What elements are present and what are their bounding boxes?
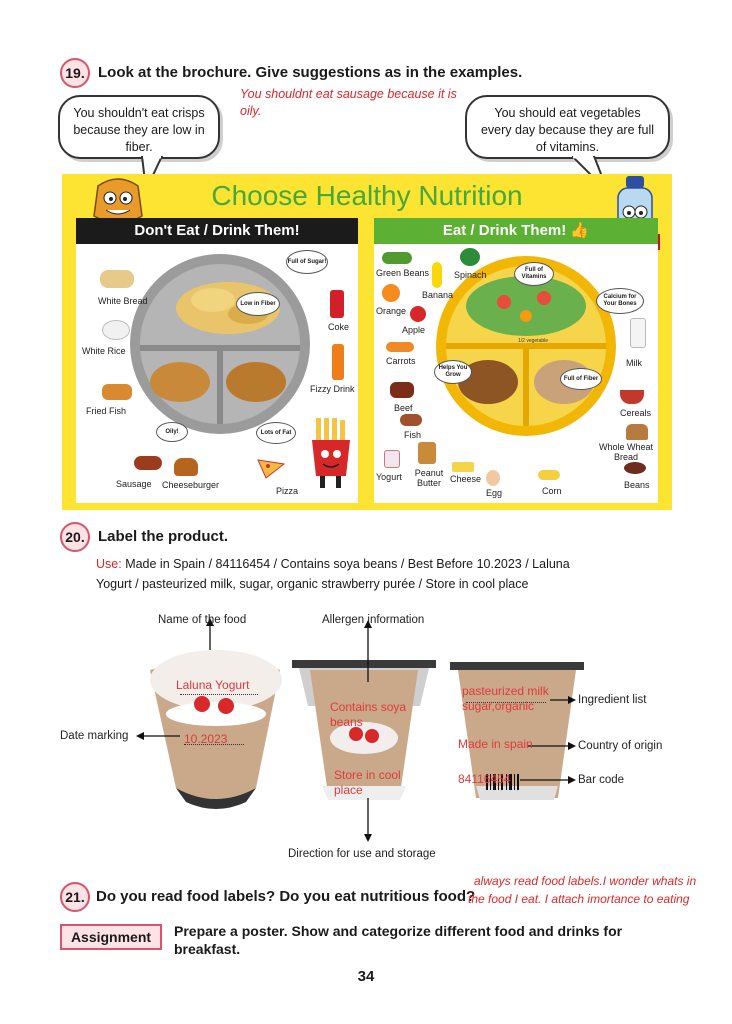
beef-icon xyxy=(390,382,414,398)
beans-icon xyxy=(624,462,646,474)
answer-storage: Store in cool place xyxy=(334,768,401,797)
cloud-calcium: Calcium for Your Bones xyxy=(596,288,644,314)
carrots-icon xyxy=(386,342,414,352)
food-label: Cheeseburger xyxy=(162,480,220,490)
food-label: Peanut Butter xyxy=(414,468,444,488)
speech-bubble-right-text: You should eat vegetables every day because they are full of vitamins. xyxy=(480,106,655,154)
fizzy-drink-bottle-icon xyxy=(332,344,344,380)
answer-21-line-1: always read food labels.I wonder whats in xyxy=(474,874,697,888)
food-label: White Bread xyxy=(98,296,148,306)
food-label: Whole Wheat Bread xyxy=(598,442,654,462)
spinach-icon xyxy=(460,248,480,266)
speech-bubble-left xyxy=(58,95,220,159)
speech-bubble-left-text: You shouldn't eat crisps because they are low in fiber. xyxy=(73,106,205,154)
apple-icon xyxy=(410,306,426,322)
use-line-2: Yogurt / pasteurized milk, sugar, organic strawberry purée / Store in cool place xyxy=(96,577,529,591)
thumbs-up-icon: 👍 xyxy=(570,222,590,239)
milk-glass-icon xyxy=(630,318,646,348)
coke-can-icon xyxy=(330,290,344,318)
food-label: Beans xyxy=(624,480,650,490)
french-fries-mascot-icon xyxy=(308,418,354,490)
food-label: Banana xyxy=(422,290,454,300)
fish-icon xyxy=(400,414,422,426)
food-label: Cereals xyxy=(620,408,652,418)
cloud-helps-you-grow: Helps You Grow xyxy=(434,360,472,384)
nutrition-brochure xyxy=(62,174,672,510)
food-label: Beef xyxy=(394,403,413,413)
answer-country: Made in spain xyxy=(458,737,533,751)
answer-21-line-2: the food I eat. I attach imortance to eating xyxy=(468,892,690,906)
food-label: Pizza xyxy=(276,486,299,496)
use-line-1 xyxy=(96,554,570,574)
question-number-21: 21. xyxy=(60,882,90,912)
answer-line xyxy=(180,694,258,695)
sausage-icon xyxy=(134,456,162,470)
corn-icon xyxy=(538,470,560,480)
green-beans-icon xyxy=(382,252,412,264)
yogurt-icon xyxy=(384,450,400,468)
egg-icon xyxy=(486,470,500,486)
white-rice-icon xyxy=(102,320,130,340)
eat-heading xyxy=(374,218,658,244)
eat-heading-text: Eat / Drink Them! xyxy=(442,222,567,239)
food-label: Corn xyxy=(542,486,562,496)
answer-barcode: 84116454 xyxy=(458,772,511,786)
assignment-text: Prepare a poster. Show and categorize different food and drinks for breakfast. xyxy=(174,923,623,957)
food-label: Fizzy Drink xyxy=(310,384,355,394)
label-date-marking: Date marking xyxy=(60,730,129,742)
label-direction-storage: Direction for use and storage xyxy=(288,848,436,860)
label-country-of-origin: Country of origin xyxy=(578,740,663,752)
eat-panel xyxy=(374,218,658,503)
page-number: 34 xyxy=(357,968,375,985)
question-title-21: Do you read food labels? Do you eat nutritious food? xyxy=(96,888,476,905)
food-label: Orange xyxy=(376,306,407,316)
answer-ingredients: pasteurized milk sugar,organic xyxy=(462,684,549,713)
label-bar-code: Bar code xyxy=(578,774,625,786)
cloud-full-of-sugar: Full of Sugar! xyxy=(286,250,328,274)
brochure-title: Choose Healthy Nutrition xyxy=(211,180,523,211)
food-label: White Rice xyxy=(82,346,126,356)
assignment-badge: Assignment xyxy=(60,924,162,950)
cheeseburger-icon xyxy=(174,458,198,476)
use-text-1: Made in Spain / 84116454 / Contains soya beans / Best Before 10.2023 / Laluna xyxy=(125,557,570,571)
cloud-low-in-fiber: Low in Fiber xyxy=(236,292,280,316)
orange-icon xyxy=(382,284,400,302)
question-number-19: 19. xyxy=(60,58,90,88)
food-label: Coke xyxy=(328,322,350,332)
answer-allergen: Contains soya beans xyxy=(330,700,407,729)
cloud-oily: Oily! xyxy=(156,422,188,442)
answer-date: 10.2023 xyxy=(184,732,228,746)
cheese-icon xyxy=(452,462,474,472)
food-label: Green Beans xyxy=(376,268,430,278)
white-bread-icon xyxy=(100,270,134,288)
cloud-lots-of-fat: Lots of Fat xyxy=(256,422,296,444)
food-label: Fish xyxy=(404,430,422,440)
peanut-butter-icon xyxy=(418,442,436,464)
label-name-of-food: Name of the food xyxy=(158,614,247,626)
cereals-icon xyxy=(620,390,644,404)
fried-fish-icon xyxy=(102,384,132,400)
label-ingredient-list: Ingredient list xyxy=(578,694,647,706)
whole-wheat-bread-icon xyxy=(626,424,648,440)
use-label: Use: xyxy=(96,557,122,571)
food-label: Fried Fish xyxy=(86,406,127,416)
pizza-icon xyxy=(256,458,286,480)
question-title-19: Look at the brochure. Give suggestions as in the examples. xyxy=(98,64,523,81)
food-label: Spinach xyxy=(454,270,487,280)
food-label: Carrots xyxy=(386,356,416,366)
label-allergen: Allergen information xyxy=(322,614,425,626)
plate-label-vegetable: 1/2 vegetable xyxy=(518,338,549,344)
dont-eat-heading: Don't Eat / Drink Them! xyxy=(76,218,358,244)
food-label: Milk xyxy=(626,358,642,368)
food-label: Egg xyxy=(486,488,503,498)
cloud-full-of-fiber: Full of Fiber xyxy=(560,368,602,390)
food-label: Apple xyxy=(402,325,426,335)
unhealthy-plate-icon xyxy=(128,252,312,436)
banana-icon xyxy=(432,262,442,288)
answer-name: Laluna Yogurt xyxy=(176,678,250,692)
speech-bubble-right xyxy=(465,95,670,159)
question-title-20: Label the product. xyxy=(98,528,229,545)
food-label: Sausage xyxy=(116,479,152,489)
question-number-20: 20. xyxy=(60,522,90,552)
dont-eat-panel xyxy=(76,218,358,503)
answer-19: You shouldnt eat sausage because it is oily. xyxy=(240,87,457,118)
cloud-full-of-vitamins: Full of Vitamins xyxy=(514,262,554,286)
food-label: Cheese xyxy=(450,474,482,484)
food-label: Yogurt xyxy=(376,472,402,482)
